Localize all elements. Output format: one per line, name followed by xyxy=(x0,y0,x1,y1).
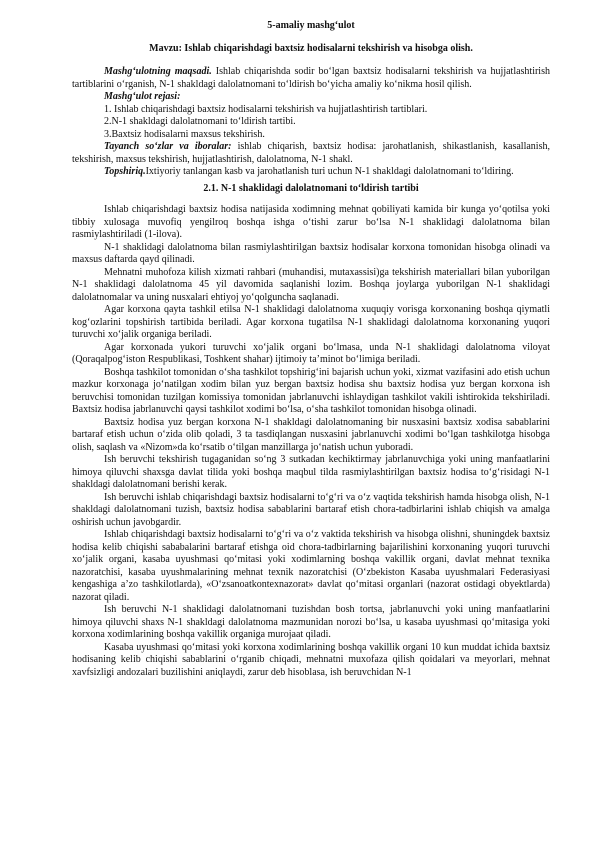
goal-label: Mashg‘ulotning maqsadi. xyxy=(104,66,212,77)
document-title: 5-amaliy mashg‘ulot xyxy=(267,20,355,31)
body-paragraph: Kasaba uyushmasi qo‘mitasi yoki korxona xodimlarining boshqa vakillik organi 10 kun muddat ichida baxtsiz hodisaning kelib chiqishi sabablarini o‘rganib chiqadi, mehnatni muxofaza qilish qoidalari va meyorlari, mehnat xavfsizligi andozalari buzilishini aniqlaydi, zarur deb hisoblasa, ish beruvchidan N-1 xyxy=(72,641,550,678)
topic-heading: Mavzu: Ishlab chiqarishdagi baxtsiz hodisalarni tekshirish va hisobga olish. xyxy=(149,42,473,54)
plan-item: 3.Baxtsiz hodisalarni maxsus tekshirish. xyxy=(104,128,265,140)
task-paragraph xyxy=(72,166,550,179)
task-label: Topshiriq. xyxy=(104,166,146,177)
plan-item: 1. Ishlab chiqarishdagi baxtsiz hodisalarni tekshirish va hujjatlashtirish tartiblari. xyxy=(104,103,428,115)
keywords-text: ishlab chiqarish, baxtsiz hodisa: jarohatlanish, shikastlanish, kasallanish, tekshirish, maxsus tekshirish, hujjatlashtirish, dalolatnoma, N-1 shakl. xyxy=(72,141,550,165)
body-paragraph: Agar korxona qayta tashkil etilsa N-1 shaklidagi dalolatnoma xuquqiy vorisga korxonaning boshqa qiymatli kog‘ozlarini topshirish tartibida beriladi. Agar korxona tugatilsa N-1 shaklidagi dalolatnoma korxonaning yuqori turuvchi xo‘jalik organiga beriladi. xyxy=(72,304,550,340)
body-paragraph: Baxtsiz hodisa yuz bergan korxona N-1 shakldagi dalolatnomaning bir nusxasini baxtsiz xodisa sabablarini bartaraf etish uchun o‘zida olib qoladi, 3 ta tasdiqlangan nusxasini jabrlanuvchi xodimi bo‘lgan tashkilotga hisobga olish, saqlash va «Nizom»da ko‘rsatib o‘tilgan manzillarga jo‘natish uchun yuboradi. xyxy=(72,416,550,453)
keywords-paragraph xyxy=(72,141,550,166)
body-paragraph: Agar korxonada yukori turuvchi xo‘jalik organi bo‘lmasa, unda N-1 shaklidagi dalolatnoma viloyat (Qoraqalpog‘iston Respublikasi, Toshkent shahar) ijtimoiy ta’minot bo‘limiga beriladi. xyxy=(72,341,550,365)
body-paragraph: Mehnatni muhofoza kilish xizmati rahbari (muhandisi, mutaxassisi)ga tekshirish materiallari bilan yuborilgan N-1 shaklidagi dalolatnoma 45 yil davomida saqlanishi lozim. Boshqa joylarga yuborilgan N-1 shaklidagi dalolatnomalar va uning nusxalari ehtiyoj yo‘qolguncha saqlanadi. xyxy=(72,266,550,303)
goal-text: Ishlab chiqarishda sodir bo‘lgan baxtsiz hodisalarni tekshirish va hujjatlashtirish tartiblarini o‘rganish, N-1 shakldagi dalolatnomani to‘ldirish bo‘yicha amaliy ko‘nikma hosil qilish. xyxy=(72,66,550,90)
body-paragraph: Ish beruvchi N-1 shaklidagi dalolatnomani tuzishdan bosh tortsa, jabrlanuvchi yoki uning manfaatlarini himoya qiluvchi shaxs N-1 shakldagi dalolatnoma mazmunidan norozi bo‘lsa, u kasaba uyushmasi qo‘mitasiga yoki korxona xodimlarining boshqa vakillik organiga murojaat qiladi. xyxy=(72,604,550,640)
plan-label: Mashg‘ulot rejasi: xyxy=(104,91,181,102)
task-text: Ixtiyoriy tanlangan kasb va jarohatlanish turi uchun N-1 shakldagi dalolatnomani to‘ldiring. xyxy=(145,166,514,177)
body-paragraph: Ish beruvchi tekshirish tugaganidan so‘ng 3 sutkadan kechiktirmay jabrlanuvchiga yoki uning manfaatlarini himoya qiluvchi shaxsga davlat tilida yoki boshqa maqbul tilda rasmiylashtirilgan baxtsiz hodisa to‘g‘risidagi N-1 shakldagi dalolatnomani berishi kerak. xyxy=(72,454,550,490)
body-paragraph: N-1 shaklidagi dalolatnoma bilan rasmiylashtirilgan baxtsiz hodisalar korxona tomonidan hisobga olinadi va maxsus daftarda qayd qilinadi. xyxy=(72,241,550,265)
body-paragraph: Ish beruvchi ishlab chiqarishdagi baxtsiz hodisalarni to‘g‘ri va o‘z vaqtida tekshirish hamda hisobga olish, N-1 shakldagi dalolatnomani tuzish, baxtsiz hodisa sabablarini bartaraf etish chora-tadbirlarini ishlab chiqish va amalga oshirish uchun javobgardir. xyxy=(72,491,550,528)
plan-item: 2.N-1 shakldagi dalolatnomani to‘ldirish tartibi. xyxy=(104,116,296,127)
section-title: 2.1. N-1 shaklidagi dalolatnomani to‘ldirish tartibi xyxy=(203,182,419,194)
goal-paragraph xyxy=(72,66,550,91)
body-paragraph: Ishlab chiqarishdagi baxtsiz hodisa natijasida xodimning mehnat qobiliyati kamida bir kunga yo‘qotilsa yoki tibbiy xulosaga muvofiq yengilroq boshqa ishga o‘tishi zarur bo‘lsa N-1 shaklidagi dalolatnoma bilan rasmiylashtiriladi (1-ilova). xyxy=(72,204,550,240)
body-paragraph: Boshqa tashkilot tomonidan o‘sha tashkilot topshirig‘ini bajarish uchun yoki, xizmat vazifasini ado etish uchun mazkur korxonaga jo‘natilgan xodim bilan yuz bergan baxtsiz hodisa shu baxtsiz hodisa yuz bergan korxona ish beruvchisi tomonidan tuzilgan komissiya tomonidan jabrlanuvchi ishlaydigan tashkilot vakili ishtirokida tekshiriladi. Baxtsiz hodisa jabrlanuvchi qaysi tashkilot xodimi bo‘lsa, o‘sha tashkilot tomonidan hisobga olinadi. xyxy=(72,366,550,415)
body-paragraph: Ishlab chiqarishdagi baxtsiz hodisalarni to‘g‘ri va o‘z vaktida tekshirish va hisobga olishni, shuningdek baxtsiz hodisa kelib chiqishi sababalarini bartaraf etishga oid chora-tadbirlarning bajarilishini korxonaning yuqori turuvchi xo‘jalik organi, kasaba uyushmasi qo‘mitasi yoki xodimlarning boshqa vakillik organi, davlat mehnat texnika nazoratchisi, kasaba uyushmalarining mehnat texnik nazoratchisi (O‘zbekiston Kasaba uyushmalari Federasiyasi kengashiga a’zo tashkilotlarda), «O‘zsanoatkontexnazorat» davlat qo‘mitasi organlari (nazorat ostidagi obyektlarda) nazorat qiladi. xyxy=(72,529,550,603)
keywords-label: Tayanch so‘zlar va iboralar: xyxy=(104,141,232,152)
